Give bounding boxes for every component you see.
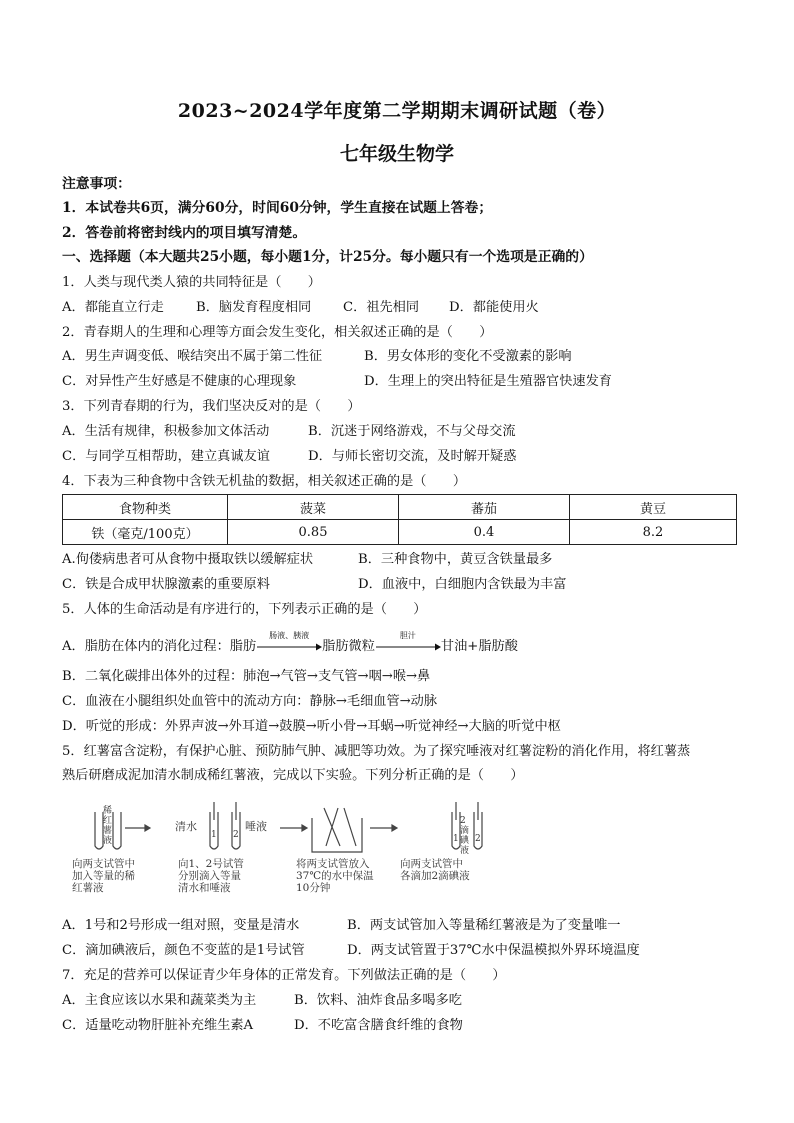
q1-option-c: C．祖先相同 [343, 300, 420, 315]
digestion-arrow-1 [256, 630, 322, 652]
table-header-cell: 食物种类 [63, 495, 228, 520]
experiment-diagram [70, 800, 510, 860]
step-1-caption [72, 858, 135, 894]
caption-line: 向两支试管中 [400, 858, 463, 870]
test-tube-icon [95, 812, 103, 849]
table-cell: 铁（毫克/100克） [63, 520, 228, 545]
water-bath-icon [312, 818, 362, 852]
saliva-label: 唾液 [245, 820, 267, 833]
q5-stem: 5．人体的生命活动是有序进行的，下列表示正确的是（ ） [62, 602, 427, 617]
q2-option-b: B．男女体形的变化不受激素的影响 [364, 349, 572, 364]
q6-option-a: A．1号和2号形成一组对照，变量是清水 [62, 918, 300, 933]
q7-stem: 7．充足的营养可以保证青少年身体的正常发育。下列做法正确的是（ ） [62, 968, 506, 983]
table-row [63, 520, 737, 545]
q1-option-a: A．都能直立行走 [62, 300, 164, 315]
iodine-label: 2滴碘液 [460, 816, 470, 856]
tube-number-1: 1 [211, 830, 217, 840]
table-header-cell: 菠菜 [228, 495, 399, 520]
q7-option-c: C．适量吃动物肝脏补充维生素A [62, 1018, 254, 1033]
q6-option-c: C．滴加碘液后，颜色不变蓝的是1号试管 [62, 943, 305, 958]
table-cell: 0.85 [228, 520, 399, 545]
arrow-label-bile: 胆汁 [399, 630, 416, 640]
q6-option-b: B．两支试管加入等量稀红薯液是为了变量唯一 [347, 918, 621, 933]
step-3-caption [296, 858, 374, 894]
q4-option-b: B．三种食物中，黄豆含铁量最多 [358, 552, 553, 567]
q5-option-a-prefix: A．脂肪在体内的消化过程：脂肪 [62, 639, 257, 654]
q5-option-b: B．二氧化碳排出体外的过程：肺泡→气管→支气管→咽→喉→鼻 [62, 669, 431, 684]
experiment-figure [70, 800, 510, 910]
tube-number-2: 2 [475, 834, 481, 844]
q1-stem: 1．人类与现代类人猿的共同特征是（ ） [62, 275, 321, 290]
q7-option-b: B．饮料、油炸食品多喝多吃 [294, 993, 462, 1008]
q7-option-d: D．不吃富含膳食纤维的食物 [294, 1018, 463, 1033]
q2-option-c: C．对异性产生好感是不健康的心理现象 [62, 374, 297, 389]
q1-option-b: B．脑发育程度相同 [196, 300, 312, 315]
q6-stem-line-1: 5．红薯富含淀粉，有保护心脏、预防肺气肿、减肥等功效。为了探究唾液对红薯淀粉的消化作用，将红薯蒸 [62, 744, 691, 759]
step-2-caption [178, 858, 244, 894]
q4-stem: 4．下表为三种食物中含铁无机盐的数据，相关叙述正确的是（ ） [62, 474, 467, 489]
arrow-right-icon [375, 642, 441, 652]
table-cell: 0.4 [399, 520, 570, 545]
exam-subtitle: 七年级生物学 [339, 143, 454, 165]
step-4-caption [400, 858, 470, 882]
caption-line: 将两支试管放入 [296, 858, 370, 870]
q5-option-d: D．听觉的形成：外界声波→外耳道→鼓膜→听小骨→耳蜗→听觉神经→大脑的听觉中枢 [62, 719, 561, 734]
caption-line: 各滴加2滴碘液 [400, 870, 470, 882]
q3-option-c: C．与同学互相帮助，建立真诚友谊 [62, 449, 270, 464]
q6-option-d: D．两支试管置于37℃水中保温模拟外界环境温度 [347, 943, 640, 958]
caption-line: 向两支试管中 [72, 858, 135, 870]
table-header-cell: 蕃茄 [399, 495, 570, 520]
caption-line: 37℃的水中保温 [296, 870, 374, 882]
arrow-label-enzymes: 肠液、胰液 [269, 630, 310, 640]
test-tube-icon [113, 812, 121, 849]
digestion-arrow-2 [375, 630, 441, 652]
table-header-cell: 黄豆 [570, 495, 737, 520]
q4-option-c: C．铁是合成甲状腺激素的重要原料 [62, 577, 270, 592]
test-tube-icon [324, 808, 340, 846]
tube-number-2: 2 [233, 830, 239, 840]
tube-number-1: 1 [453, 834, 459, 844]
table-header-row [63, 495, 737, 520]
notes-item-1: 1．本试卷共6页，满分60分，时间60分钟，学生直接在试题上答卷； [62, 200, 493, 216]
water-label: 清水 [175, 820, 197, 833]
q4-option-d: D．血液中，白细胞内含铁最为丰富 [358, 577, 567, 592]
q3-option-b: B．沉迷于网络游戏，不与父母交流 [308, 424, 516, 439]
q6-stem-line-2: 熟后研磨成泥加清水制成稀红薯液，完成以下实验。下列分析正确的是（ ） [62, 768, 524, 783]
q4-option-a: A.佝偻病患者可从食物中摄取铁以缓解症状 [62, 552, 314, 567]
caption-line: 10分钟 [296, 882, 331, 894]
caption-line: 向1、2号试管 [178, 858, 244, 870]
section-heading: 一、选择题（本大题共25小题，每小题1分，计25分。每小题只有一个选项是正确的） [62, 249, 593, 265]
q2-stem: 2．青春期人的生理和心理等方面会发生变化，相关叙述正确的是（ ） [62, 325, 493, 340]
q2-option-d: D．生理上的突出特征是生殖器官快速发育 [364, 374, 612, 389]
caption-line: 加入等量的稀 [72, 870, 135, 882]
q3-option-d: D．与师长密切交流，及时解开疑惑 [308, 449, 517, 464]
tube-liquid-label: 稀红薯液 [103, 806, 113, 846]
q5-option-a [62, 630, 518, 656]
q7-option-a: A．主食应该以水果和蔬菜类为主 [62, 993, 257, 1008]
q3-stem: 3．下列青春期的行为，我们坚决反对的是（ ） [62, 399, 361, 414]
caption-line: 分别滴入等量 [178, 870, 241, 882]
q2-option-a: A．男生声调变低、喉结突出不属于第二性征 [62, 349, 323, 364]
notes-heading: 注意事项： [62, 176, 131, 192]
q5-option-a-mid: 脂肪微粒 [322, 639, 375, 654]
q1-option-d: D．都能使用火 [449, 300, 539, 315]
caption-line: 清水和唾液 [178, 882, 231, 894]
q5-option-a-end: 甘油+脂肪酸 [440, 639, 518, 654]
q5-option-c: C．血液在小腿组织处血管中的流动方向：静脉→毛细血管→动脉 [62, 694, 438, 709]
iron-content-table [62, 494, 737, 545]
caption-line: 红薯液 [72, 882, 104, 894]
q3-option-a: A．生活有规律，积极参加文体活动 [62, 424, 270, 439]
exam-title: 2023~2024学年度第二学期期末调研试题（卷） [177, 100, 617, 122]
table-cell: 8.2 [570, 520, 737, 545]
notes-item-2: 2．答卷前将密封线内的项目填写清楚。 [62, 225, 307, 241]
arrow-right-icon [256, 642, 322, 652]
